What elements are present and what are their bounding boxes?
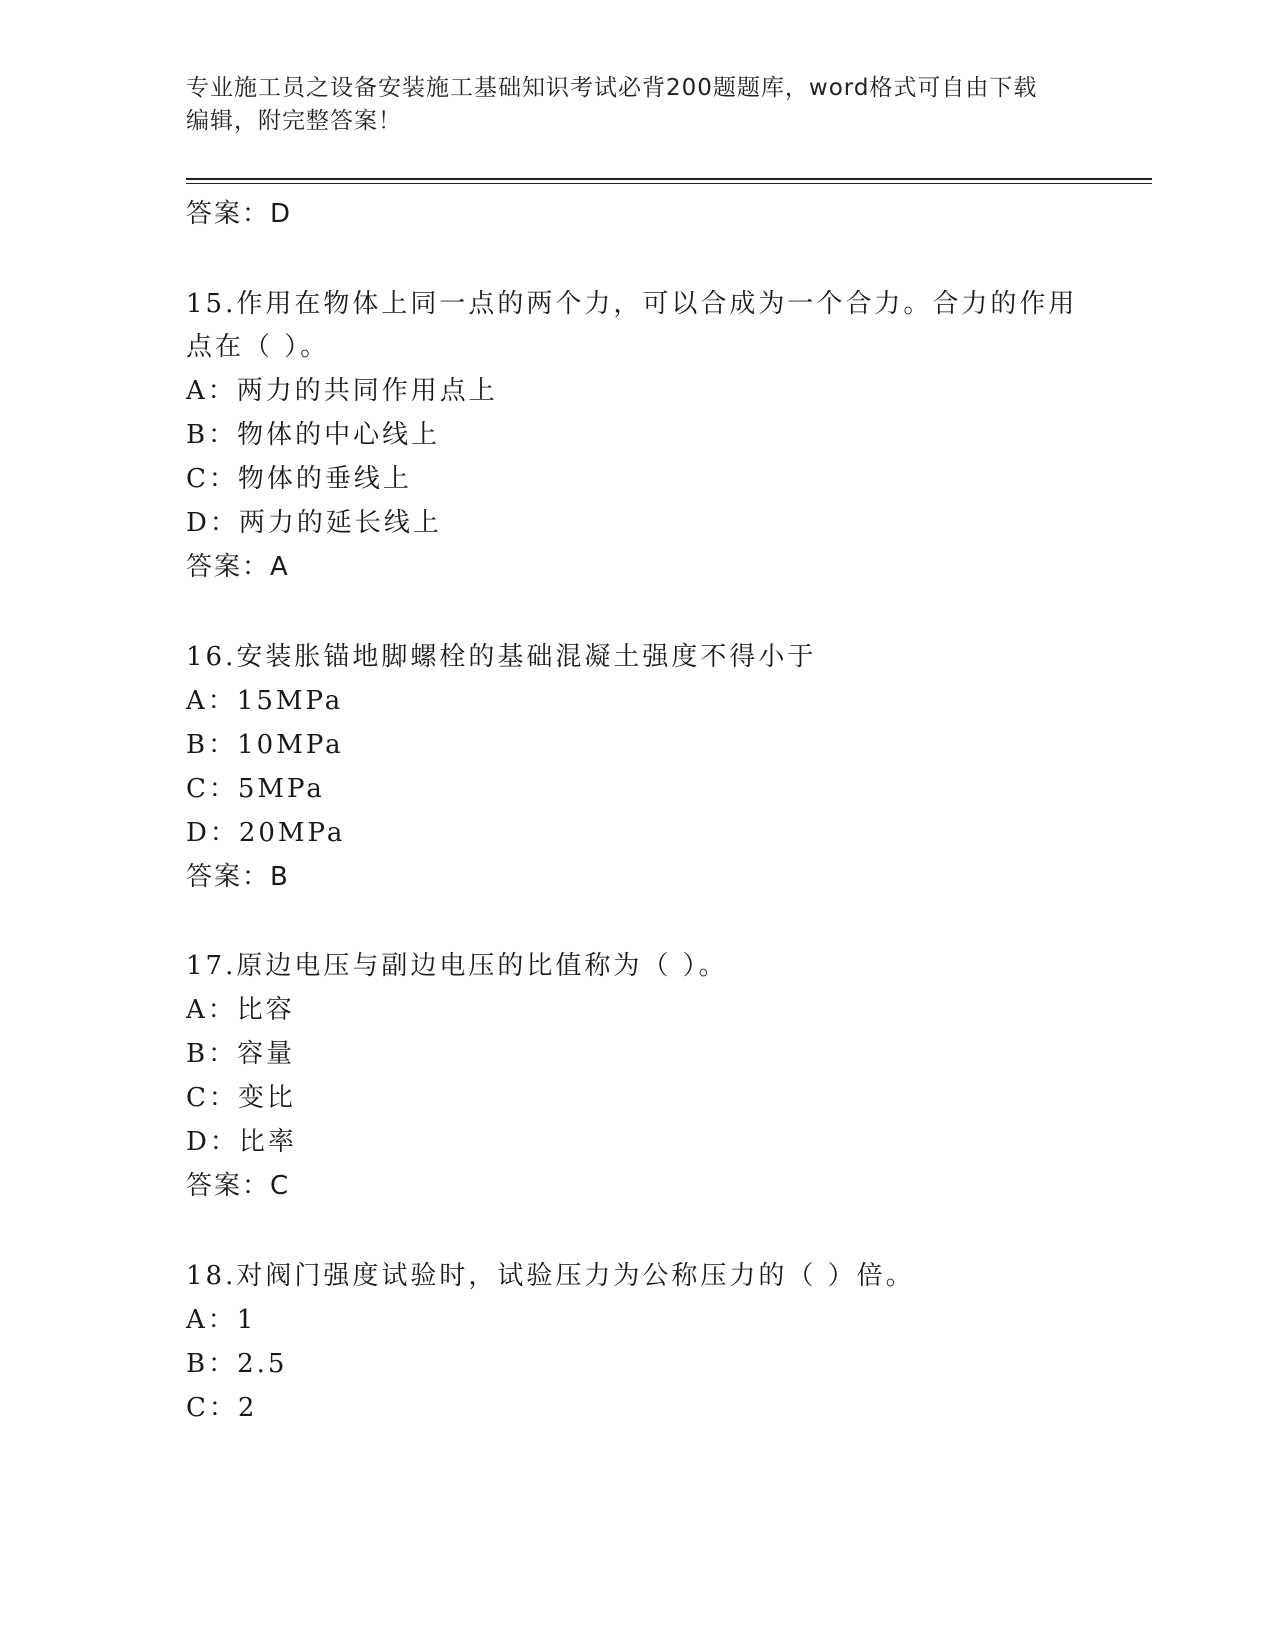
question-16-option-c: C：5MPa (186, 774, 325, 804)
question-17-option-b: B：容量 (186, 1039, 296, 1069)
question-17-option-d: D：比率 (186, 1127, 297, 1157)
answer-14: 答案：D (186, 199, 293, 229)
question-18-stem-line1: 18.对阀门强度试验时，试验压力为公称压力的（ ）倍。 (186, 1261, 915, 1291)
question-15-option-d: D：两力的延长线上 (186, 508, 442, 538)
question-15-option-c: C：物体的垂线上 (186, 464, 412, 494)
question-15-option-b: B：物体的中心线上 (186, 420, 441, 450)
question-16-option-a: A：15MPa (186, 686, 344, 716)
header-divider-thick (186, 178, 1152, 180)
question-15-stem-line2: 点在（ ）。 (186, 332, 330, 362)
header-title-line2: 编辑，附完整答案！ (186, 108, 402, 134)
question-16-answer: 答案：B (186, 862, 290, 892)
question-18-option-b: B：2.5 (186, 1349, 288, 1379)
question-15-option-a: A：两力的共同作用点上 (186, 376, 498, 406)
header-divider-thin (186, 183, 1152, 184)
question-15-answer: 答案：A (186, 552, 290, 582)
header-title-line1: 专业施工员之设备安装施工基础知识考试必背200题题库，word格式可自由下载 (186, 75, 1038, 101)
question-17-option-c: C：变比 (186, 1083, 296, 1113)
question-16-option-d: D：20MPa (186, 818, 346, 848)
question-16-option-b: B：10MPa (186, 730, 344, 760)
question-18-option-c: C：2 (186, 1393, 258, 1423)
question-15-stem-line1: 15.作用在物体上同一点的两个力，可以合成为一个合力。合力的作用 (186, 289, 1078, 319)
question-17-answer: 答案：C (186, 1171, 291, 1201)
question-16-stem-line1: 16.安装胀锚地脚螺栓的基础混凝土强度不得小于 (186, 642, 817, 672)
question-17-option-a: A：比容 (186, 995, 295, 1025)
question-18-option-a: A：1 (186, 1305, 257, 1335)
document-header (186, 72, 1066, 138)
question-17-stem-line1: 17.原边电压与副边电压的比值称为（ ）。 (186, 951, 728, 981)
